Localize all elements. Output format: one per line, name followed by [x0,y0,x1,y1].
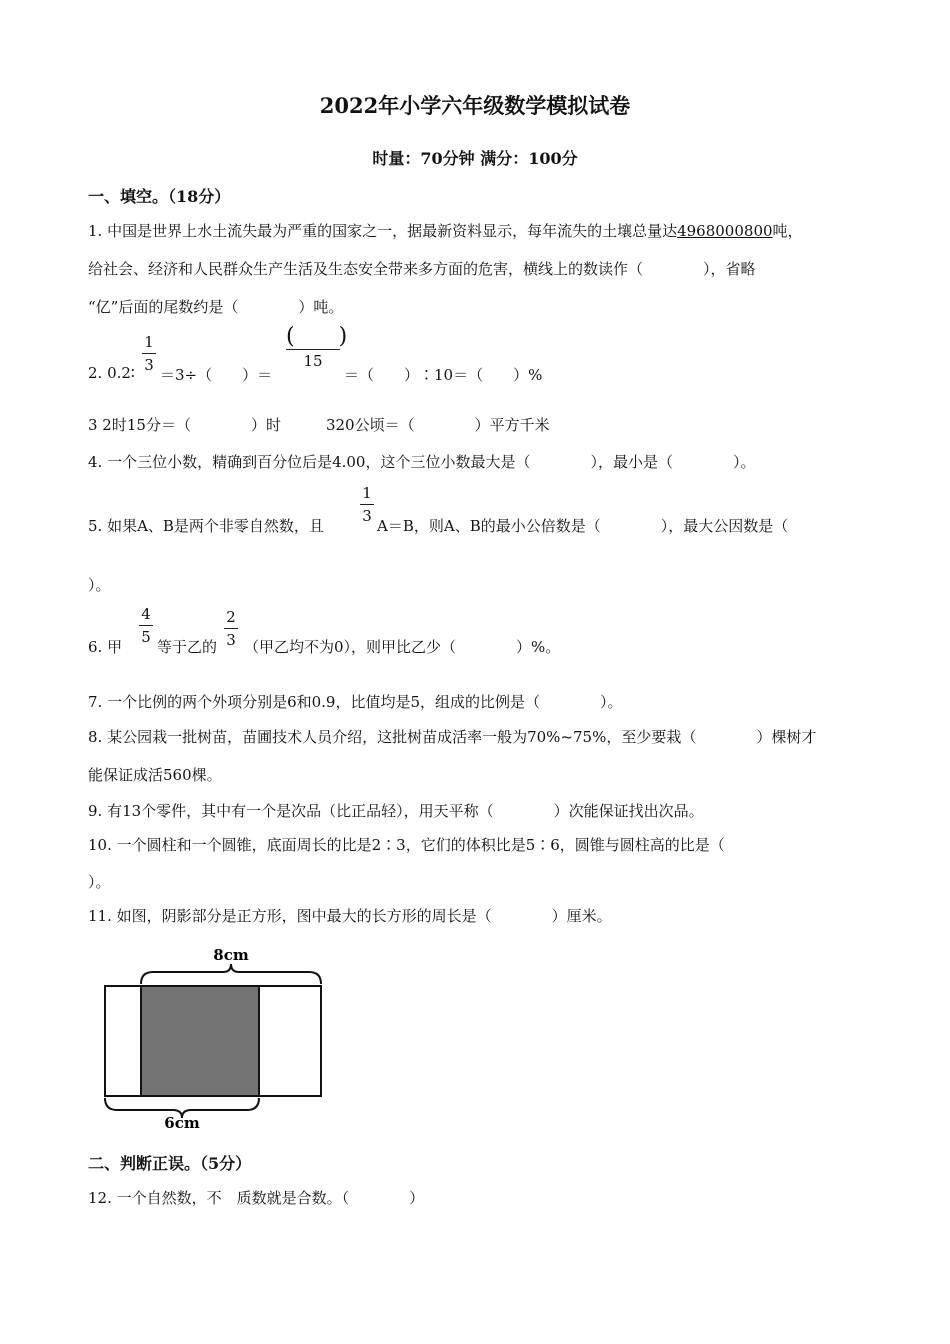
fraction-numerator: 1 [362,484,372,502]
fraction-numerator-blank: ( ) [286,324,348,349]
page-title: 2022年小学六年级数学模拟试卷 [319,93,631,118]
question-1-line-1 [88,220,803,241]
question-4: 4. 一个三位小数，精确到百分位后是4.00，这个三位小数最大是（ ），最小是（ ）。 [88,453,756,471]
shaded-square [141,986,259,1096]
q1-text-a: 1. 中国是世界上水土流失最为严重的国家之一，据最新资料显示，每年流失的土壤总量达 [88,222,678,240]
question-9: 9. 有13个零件，其中有一个是次品（比正品轻），用天平称（ ）次能保证找出次品。 [88,802,704,820]
question-2-mid: ＝3÷（ ）＝ [160,366,273,384]
q1-number: 4968000800 [677,222,773,240]
question-1-line-3: “亿”后面的尾数约是（ ）吨。 [88,298,344,316]
question-8-line-1: 8. 某公园栽一批树苗，苗圃技术人员介绍，这批树苗成活率一般为70%~75%，至少要栽（ ）棵树才 [88,728,817,746]
bottom-width-label: 6cm [164,1114,200,1132]
section-heading-fill-in: 一、填空。（18分） [88,187,231,206]
question-11: 11. 如图，阴影部分是正方形，图中最大的长方形的周长是（ ）厘米。 [88,907,612,925]
q2-fraction-blank-over-15 [286,324,348,370]
question-5-prefix: 5. 如果A、B是两个非零自然数，且 [88,517,324,535]
question-12: 12. 一个自然数，不 质数就是合数。（ ） [88,1189,425,1207]
fraction-numerator: 4 [141,605,151,623]
q6-fraction-four-fifths [139,605,153,646]
question-5-line-2: ）。 [88,576,111,594]
question-2-suffix: ＝（ ）∶10＝（ ）% [344,366,543,384]
fraction-denominator: 3 [226,631,236,649]
question-8-line-2: 能保证成活560棵。 [88,766,222,784]
question-7: 7. 一个比例的两个外项分别是6和0.9，比值均是5，组成的比例是（ ）。 [88,693,623,711]
fraction-numerator: 2 [226,608,236,626]
rectangle-square-figure [95,940,335,1135]
top-brace [141,964,321,984]
fraction-denominator: 3 [144,356,154,374]
q6-fraction-two-thirds [224,608,238,649]
fraction-denominator: 15 [303,352,323,370]
section-heading-true-false: 二、判断正误。（5分） [88,1154,252,1173]
question-6-prefix: 6. 甲 [88,638,123,656]
exam-info: 时量：70分钟 满分：100分 [372,149,578,168]
question-1-line-2: 给社会、经济和人民群众生产生活及生态安全带来多方面的危害，横线上的数读作（ ），省略 [88,260,756,278]
question-2-prefix: 2. 0.2∶ [88,364,135,382]
question-6-mid: 等于乙的 [157,638,218,656]
q5-fraction-one-third [360,484,374,525]
question-5-suffix: A＝B，则A、B的最小公倍数是（ ），最大公因数是（ [377,517,789,535]
fraction-denominator: 3 [362,507,372,525]
question-6-suffix: （甲乙均不为0），则甲比乙少（ ）%。 [244,638,561,656]
top-width-label: 8cm [213,946,249,964]
q2-fraction-one-third [142,333,156,374]
question-10-line-2: ）。 [88,873,111,891]
fraction-numerator: 1 [144,333,154,351]
q1-text-b: 吨， [772,222,803,240]
question-3: 3 2时15分＝（ ）时 320公顷＝（ ）平方千米 [88,416,550,434]
question-10-line-1: 10. 一个圆柱和一个圆锥，底面周长的比是2∶3，它们的体积比是5∶6，圆锥与圆柱高的比是（ [88,836,725,854]
fraction-denominator: 5 [141,628,151,646]
